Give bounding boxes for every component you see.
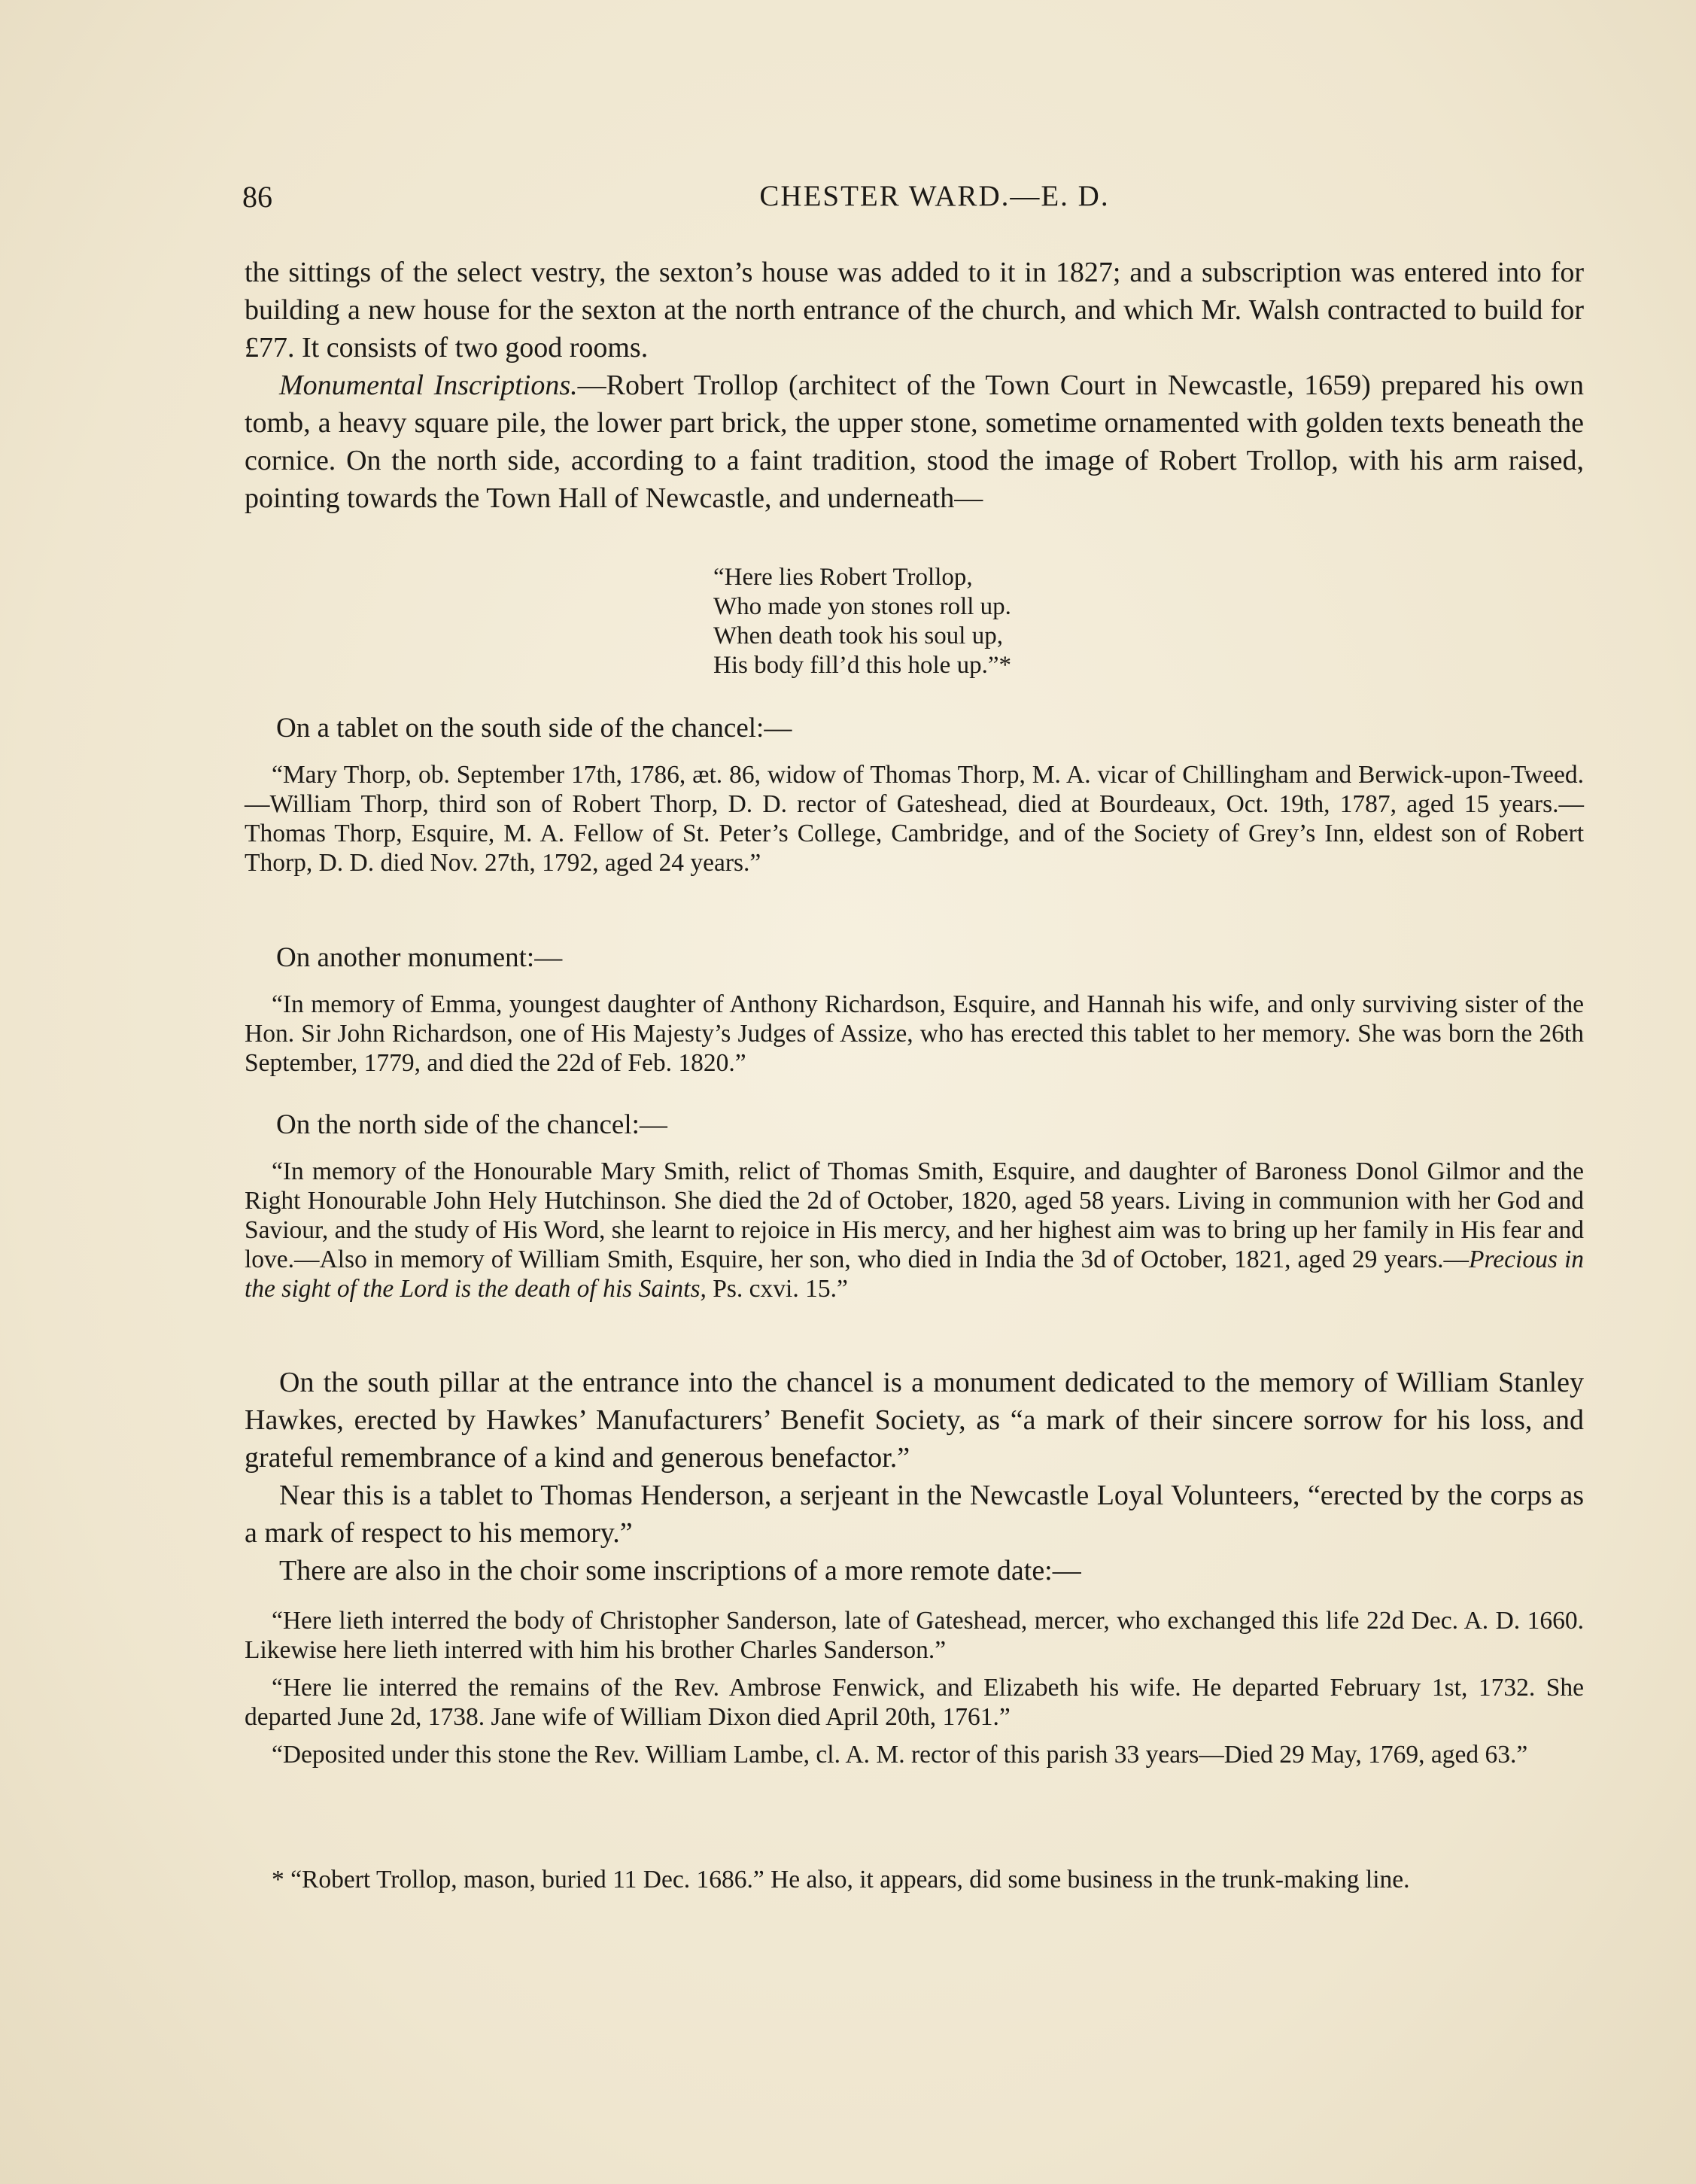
page-number: 86 [242, 180, 272, 214]
verse-line: Who made yon stones roll up. [713, 593, 1011, 620]
paragraph-trollop: —Robert Trollop (architect of the Town Court in Newcastle, 1659) prepared his own tomb, a heavy square pile, the lower part brick, the upper stone, sometime ornamented with golden texts beneath the cornice. On the north side, according to a faint tradition, stood the image of Robert Trollop, with his arm raised, pointing towards the Town Hall of Newcastle, and underneath— [245, 370, 1584, 514]
paragraph-monumental-inscriptions [245, 367, 1584, 517]
main-text-middle [245, 1364, 1584, 1589]
inscription-sanderson: “Here lieth interred the body of Christopher Sanderson, late of Gateshead, mercer, who exchanged this life 22d Dec. A. D. 1660. Likewise here lieth interred with him his brother Charles Sanderson.” [245, 1607, 1584, 1664]
inscription-smith [245, 1157, 1584, 1303]
inscription-fenwick: “Here lie interred the remains of the Rev. Ambrose Fenwick, and Elizabeth his wife. He departed February 1st, 1732. She departed June 2d, 1738. Jane wife of William Dixon died April 20th, 1761.” [245, 1674, 1584, 1731]
inscriptions-choir [245, 1606, 1584, 1769]
scripture-quote: Precious in the sight of the Lord is the death of his Saints, [245, 1246, 1584, 1303]
inscription-lambe: “Deposited under this stone the Rev. William Lambe, cl. A. M. rector of this parish 33 years—Died 29 May, 1769, aged 63.” [272, 1741, 1528, 1769]
main-text-top [245, 254, 1584, 517]
paragraph-sexton-house: the sittings of the select vestry, the sexton’s house was added to it in 1827; and a subscription was entered into for building a new house for the sexton at the north entrance of the church, and which Mr. Walsh contracted to build for £77. It consists of two good rooms. [245, 257, 1584, 363]
quote-text: “Mary Thorp, ob. September 17th, 1786, æt. 86, widow of Thomas Thorp, M. A. vicar of Chillingham and Berwick-upon-Tweed.—William Thorp, third son of Robert Thorp, D. D. rector of Gateshead, died at Bourdeaux, Oct. 19th, 1787, aged 15 years.—Thomas Thorp, Esquire, M. A. Fellow of St. Peter’s College, Cambridge, and of the Society of Grey’s Inn, eldest son of Robert Thorp, D. D. died Nov. 27th, 1792, aged 24 years.” [245, 761, 1584, 877]
quote-text [245, 1157, 1584, 1303]
intro-south-tablet: On a tablet on the south side of the chancel:— [276, 713, 792, 744]
running-head: CHESTER WARD.—E. D. [759, 180, 1110, 212]
paragraph-hawkes: On the south pillar at the entrance into the chancel is a monument dedicated to the memory of William Stanley Hawkes, erected by Hawkes’ Manufacturers’ Benefit Society, as “a mark of their sincere sorrow for his loss, and grateful remembrance of a kind and generous benefactor.” [245, 1367, 1584, 1474]
verse-line: When death took his soul up, [713, 622, 1003, 649]
verse-line: His body fill’d this hole up.”* [713, 652, 1011, 679]
quote-text-main: “In memory of the Honourable Mary Smith, relict of Thomas Smith, Esquire, and daughter of Baroness Donol Gilmor and the Right Honourable John Hely Hutchinson. She died the 2d of October, 1820, aged 58 years. Living in communion with her God and Saviour, and the study of His Word, she learnt to rejoice in His mercy, and her highest aim was to bring up her family in His fear and love.—Also in memory of William Smith, Esquire, her son, who died in India the 3d of October, 1821, aged 29 years.— [245, 1157, 1584, 1273]
scripture-reference: Ps. cxvi. 15.” [706, 1275, 848, 1303]
footnote-text: * “Robert Trollop, mason, buried 11 Dec. 1686.” He also, it appears, did some business in the trunk-making line. [272, 1866, 1410, 1894]
quote-text: “In memory of Emma, youngest daughter of Anthony Richardson, Esquire, and Hannah his wife, and only surviving sister of the Hon. Sir John Richardson, one of His Majesty’s Judges of Assize, who has erected this tablet to her memory. She was born the 26th September, 1779, and died the 22d of Feb. 1820.” [245, 990, 1584, 1077]
inscription-thorp [245, 760, 1584, 878]
inscription-richardson [245, 990, 1584, 1078]
page-header [242, 179, 1582, 224]
trollop-epitaph-verse [713, 563, 1011, 680]
intro-north-chancel: On the north side of the chancel:— [276, 1109, 667, 1140]
paragraph-choir-inscriptions: There are also in the choir some inscriptions of a more remote date:— [279, 1555, 1081, 1586]
verse-line: “Here lies Robert Trollop, [713, 564, 973, 591]
section-lead: Monumental Inscriptions. [279, 370, 578, 401]
footnote [245, 1865, 1584, 1894]
intro-another-monument: On another monument:— [276, 942, 563, 973]
paragraph-henderson: Near this is a tablet to Thomas Henderson, a serjeant in the Newcastle Loyal Volunteers, “erected by the corps as a mark of respect to his memory.” [245, 1480, 1584, 1549]
